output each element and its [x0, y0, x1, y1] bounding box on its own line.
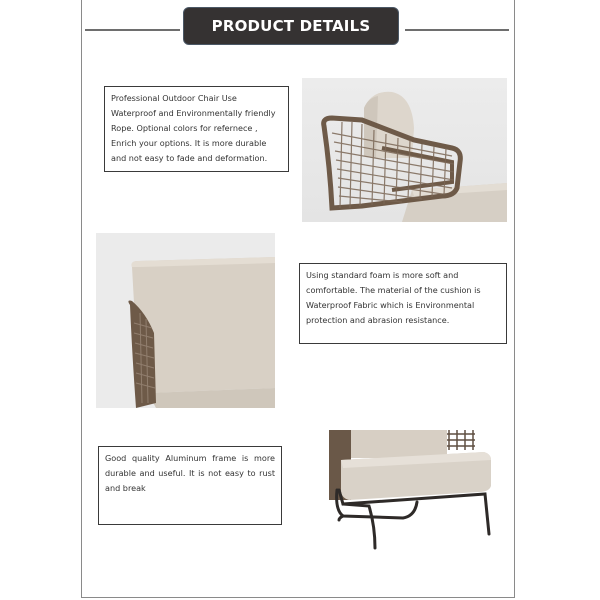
chair-aluminum-frame-photo: [329, 430, 499, 552]
description-rope: Professional Outdoor Chair Use Waterproof and Environmentally friendly Rope. Optional colors for refernece , Enrich your options. It is more durable and not easy to fade and deformation.: [104, 86, 289, 172]
chair-back-cushion-photo: [96, 233, 275, 408]
chair-armrest-rope-weave-photo: [302, 78, 507, 222]
header-divider-left: [85, 29, 180, 31]
page-title-banner: [183, 7, 399, 45]
description-cushion: Using standard foam is more soft and comfortable. The material of the cushion is Waterproof Fabric which is Environmental protection and abrasion resistance.: [299, 263, 507, 344]
page-title: PRODUCT DETAILS: [211, 17, 371, 35]
description-frame: Good quality Aluminum frame is more durable and useful. It is not easy to rust and break: [98, 446, 282, 525]
header-divider-right: [405, 29, 509, 31]
